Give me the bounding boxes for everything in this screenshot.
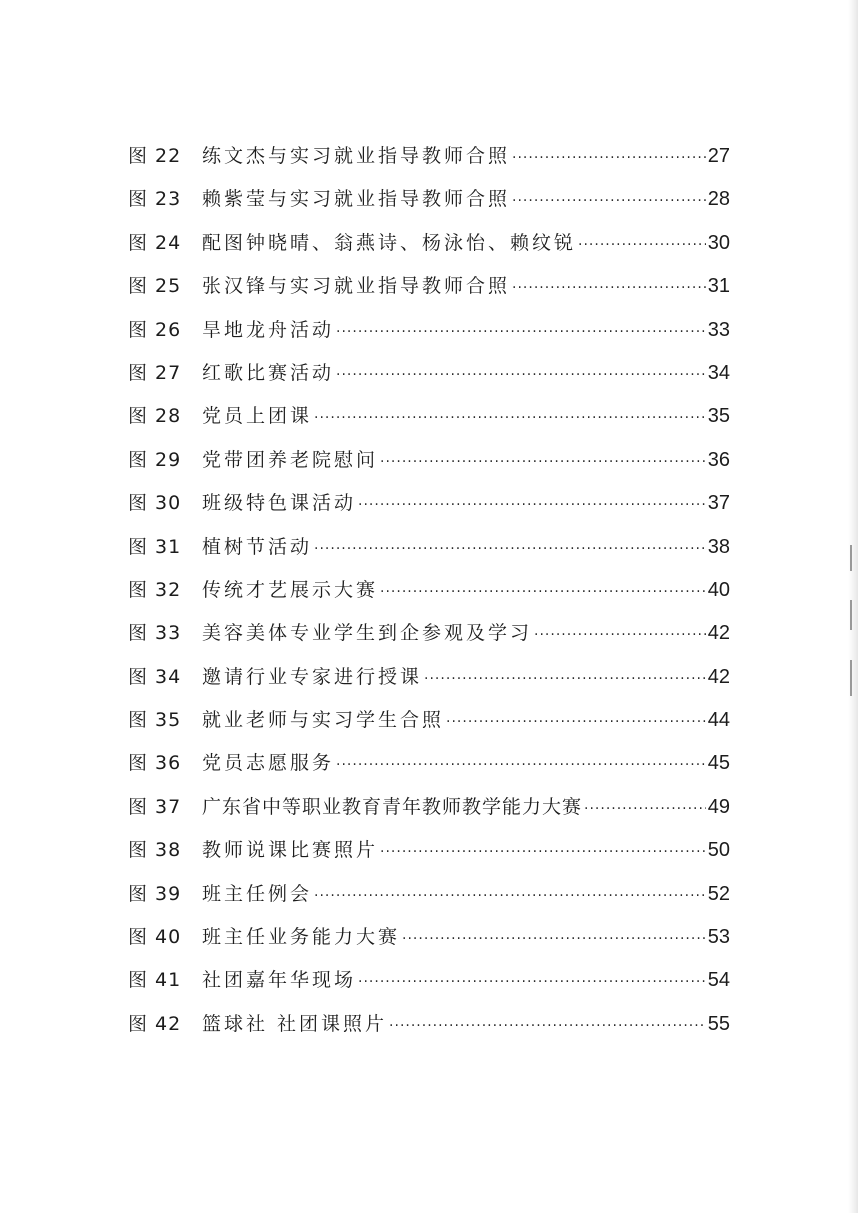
figure-title: 美容美体专业学生到企参观及学习 (202, 622, 533, 645)
toc-entry (128, 959, 730, 1002)
figure-number: 图 31 (128, 535, 182, 558)
figure-title: 邀请行业专家进行授课 (202, 665, 423, 688)
figure-title: 党员志愿服务 (202, 752, 335, 775)
page-number: 52 (707, 882, 730, 905)
figure-title: 练文杰与实习就业指导教师合照 (202, 145, 511, 167)
dot-leader (402, 918, 706, 961)
figure-title: 配图钟晓晴、翁燕诗、杨泳怡、赖纹锐 (202, 231, 577, 254)
toc-entry (128, 873, 730, 916)
toc-entry (128, 265, 730, 308)
page-number: 33 (707, 318, 730, 341)
dot-leader (314, 528, 706, 571)
page-number: 53 (707, 926, 730, 949)
toc-entry (128, 612, 730, 655)
figure-title: 广东省中等职业教育青年教师教学能力大赛 (202, 795, 583, 818)
toc-entry (128, 829, 730, 872)
figure-number: 图 29 (128, 448, 182, 471)
page-number: 27 (707, 145, 730, 167)
figure-index-list (128, 135, 730, 1046)
page-number: 44 (707, 709, 730, 732)
dot-leader (512, 137, 706, 180)
figure-title: 党员上团课 (202, 405, 313, 428)
figure-title: 社团嘉年华现场 (202, 969, 357, 992)
toc-entry (128, 222, 730, 265)
dot-leader (446, 701, 706, 744)
page-number: 34 (707, 361, 730, 384)
dot-leader (314, 397, 706, 440)
dot-leader (358, 484, 706, 527)
figure-title: 传统才艺展示大赛 (202, 578, 379, 601)
dot-leader (584, 788, 706, 831)
page-number: 50 (707, 839, 730, 862)
dot-leader (380, 441, 706, 484)
dot-leader (424, 658, 706, 701)
page-number: 35 (707, 405, 730, 428)
dot-leader (380, 831, 706, 874)
dot-leader (314, 875, 706, 918)
dot-leader (534, 614, 706, 657)
figure-number: 图 39 (128, 882, 182, 905)
page-number: 37 (707, 492, 730, 515)
page-number: 36 (707, 448, 730, 471)
scan-artifact-mark (850, 600, 852, 630)
page-number: 31 (707, 275, 730, 298)
scan-artifact-mark (850, 545, 852, 571)
figure-title: 就业老师与实习学生合照 (202, 709, 445, 732)
dot-leader (380, 571, 706, 614)
figure-number: 图 35 (128, 709, 182, 732)
page-number: 38 (707, 535, 730, 558)
dot-leader (336, 744, 706, 787)
toc-entry (128, 309, 730, 352)
figure-title: 班级特色课活动 (202, 492, 357, 515)
dot-leader (578, 224, 706, 267)
figure-title: 党带团养老院慰问 (202, 448, 379, 471)
figure-title: 红歌比赛活动 (202, 361, 335, 384)
toc-entry (128, 742, 730, 785)
page-number: 42 (707, 622, 730, 645)
figure-number: 图 36 (128, 752, 182, 775)
page-number: 42 (707, 665, 730, 688)
toc-entry (128, 178, 730, 221)
figure-number: 图 32 (128, 578, 182, 601)
toc-entry (128, 569, 730, 612)
toc-entry (128, 135, 730, 178)
toc-entry (128, 526, 730, 569)
figure-title: 班主任业务能力大赛 (202, 926, 401, 949)
figure-number: 图 37 (128, 795, 182, 818)
toc-entry (128, 656, 730, 699)
figure-number: 图 42 (128, 1012, 182, 1035)
toc-entry (128, 1003, 730, 1046)
toc-entry (128, 916, 730, 959)
figure-number: 图 41 (128, 969, 182, 992)
toc-entry (128, 352, 730, 395)
dot-leader (389, 1005, 706, 1048)
page-number: 49 (707, 795, 730, 818)
figure-number: 图 27 (128, 361, 182, 384)
figure-title: 教师说课比赛照片 (202, 839, 379, 862)
page-number: 30 (707, 231, 730, 254)
figure-number: 图 22 (128, 145, 182, 167)
figure-title: 篮球社 社团课照片 (202, 1012, 388, 1035)
figure-number: 图 28 (128, 405, 182, 428)
figure-title: 赖紫莹与实习就业指导教师合照 (202, 188, 511, 211)
figure-title: 班主任例会 (202, 882, 313, 905)
figure-title: 张汉锋与实习就业指导教师合照 (202, 275, 511, 298)
page-number: 55 (707, 1012, 730, 1035)
figure-title: 植树节活动 (202, 535, 313, 558)
toc-entry (128, 786, 730, 829)
figure-number: 图 24 (128, 231, 182, 254)
dot-leader (336, 354, 706, 397)
figure-number: 图 38 (128, 839, 182, 862)
dot-leader (512, 267, 706, 310)
figure-number: 图 25 (128, 275, 182, 298)
dot-leader (336, 311, 706, 354)
figure-number: 图 30 (128, 492, 182, 515)
toc-entry (128, 699, 730, 742)
figure-title: 旱地龙舟活动 (202, 318, 335, 341)
page-number: 40 (707, 578, 730, 601)
toc-entry (128, 439, 730, 482)
page-number: 28 (707, 188, 730, 211)
page-number: 54 (707, 969, 730, 992)
page-number: 45 (707, 752, 730, 775)
toc-entry (128, 395, 730, 438)
dot-leader (358, 961, 706, 1004)
figure-number: 图 33 (128, 622, 182, 645)
figure-number: 图 26 (128, 318, 182, 341)
dot-leader (512, 180, 706, 223)
figure-number: 图 40 (128, 926, 182, 949)
figure-number: 图 34 (128, 665, 182, 688)
figure-number: 图 23 (128, 188, 182, 211)
scan-artifact-mark (850, 660, 852, 696)
toc-entry (128, 482, 730, 525)
